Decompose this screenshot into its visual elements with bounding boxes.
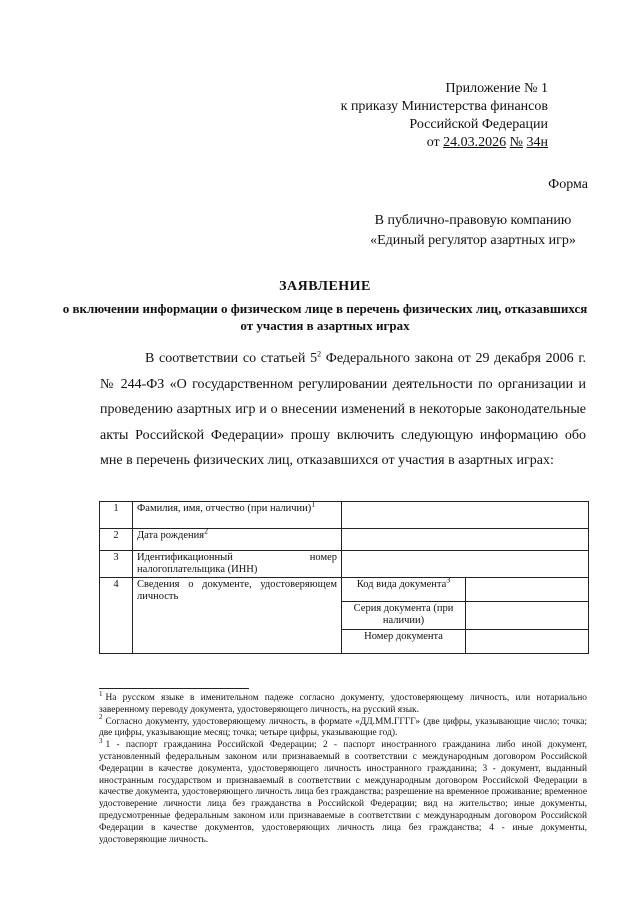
birthdate-field[interactable] — [342, 529, 589, 551]
table-row — [100, 578, 589, 602]
statement-sup: 2 — [317, 349, 322, 359]
info-table — [99, 501, 589, 654]
inn-field[interactable] — [342, 551, 589, 578]
table-row — [100, 502, 589, 529]
doc-series-label: Серия документа (при наличии) — [342, 602, 466, 630]
addressee-line-2: «Единый регулятор азартных игр» — [370, 233, 576, 248]
fullname-field[interactable] — [342, 502, 589, 529]
table-row — [100, 551, 589, 578]
document-subtitle: о включении информации о физическом лице в перечень физических лиц, отказавшихся от участия в азартных играх — [62, 301, 588, 333]
footnote: $^1$ На русском языке в именительном падеже согласно документу, удостоверяющему личность, или нотариально заверенному переводу документа, удостоверяющего личность, на русский язык. — [99, 689, 587, 715]
row-number: 1 — [100, 502, 133, 529]
addressee-line-1: В публично-правовую компанию — [374, 213, 572, 228]
document-title: ЗАЯВЛЕНИЕ — [279, 279, 371, 294]
row-number: 4 — [100, 578, 133, 654]
statement-part-2: Федерального закона от 29 декабря 2006 г. № 244-ФЗ «О государственном регулировании деятельности по организации и проведению азартных игр и о внесении изменений в некоторые законодательные акты Российской Федерации» прошу включить следующую информацию обо мне в перечень физических лиц, отказавшихся от участия в азартных играх: — [100, 351, 586, 468]
form-label: Форма — [548, 177, 588, 192]
footnote: $^2$ Согласно документу, удостоверяющему личность, в формате «ДД.ММ.ГГГГ» (две цифры, указывающие число; точка; две цифры, указывающие месяц; точка; четыре цифры, указывающие год). — [99, 713, 587, 739]
doc-number-label: Номер документа — [342, 630, 466, 654]
order-number: 34н — [526, 135, 548, 150]
appendix-line-1: Приложение № 1 — [445, 81, 548, 96]
row-number: 3 — [100, 551, 133, 578]
footnote: $^3$ 1 - паспорт гражданина Российской Федерации; 2 - паспорт иностранного гражданина либо иной документ, установленный федеральным законом или признаваемый в соответствии с международным договором Российской Федерации в качестве документа, удостоверяющего личность иностранного гражданина; 3 - документ, выданный иностранным государством и признаваемый в соответствии с международным договором Российской Федерации в качестве документа, удостоверяющего личность лица без гражданства; разрешение на временное проживание; временное удостоверение личности лица без гражданства в Российской Федерации; вид на жительство; иные документы, предусмотренные федеральным законом или признаваемые в соответствии с международным договором Российской Федерации в качестве документов, удостоверяющих личность лица без гражданства; 4 - иные документы, удостоверяющие личность. — [99, 737, 587, 845]
doc-number-field[interactable] — [466, 630, 589, 654]
footnotes — [99, 689, 587, 846]
statement-text — [100, 346, 586, 474]
number-prefix: № — [509, 135, 523, 150]
footnote-separator — [99, 688, 249, 689]
doc-series-field[interactable] — [466, 602, 589, 630]
row-label: Идентификационный номер налогоплательщика (ИНН) — [133, 551, 342, 578]
doc-code-label: Код вида документа$^3$ — [342, 578, 466, 602]
date-prefix: от — [426, 135, 440, 150]
statement-part-1: В соответствии со статьей 5 — [145, 351, 318, 366]
table-row — [100, 529, 589, 551]
doc-code-field[interactable] — [466, 578, 589, 602]
appendix-line-2: к приказу Министерства финансов — [340, 99, 548, 114]
addressee — [348, 211, 598, 251]
row-label: Дата рождения$^2$ — [133, 529, 342, 551]
row-label: Сведения о документе, удостоверяющем личность — [133, 578, 342, 654]
appendix-date-line — [288, 134, 548, 152]
row-number: 2 — [100, 529, 133, 551]
appendix-line-3: Российской Федерации — [409, 117, 548, 132]
appendix-header — [288, 80, 548, 152]
row-label: Фамилия, имя, отчество (при наличии)$^1$ — [133, 502, 342, 529]
order-date: 24.03.2026 — [443, 135, 507, 150]
